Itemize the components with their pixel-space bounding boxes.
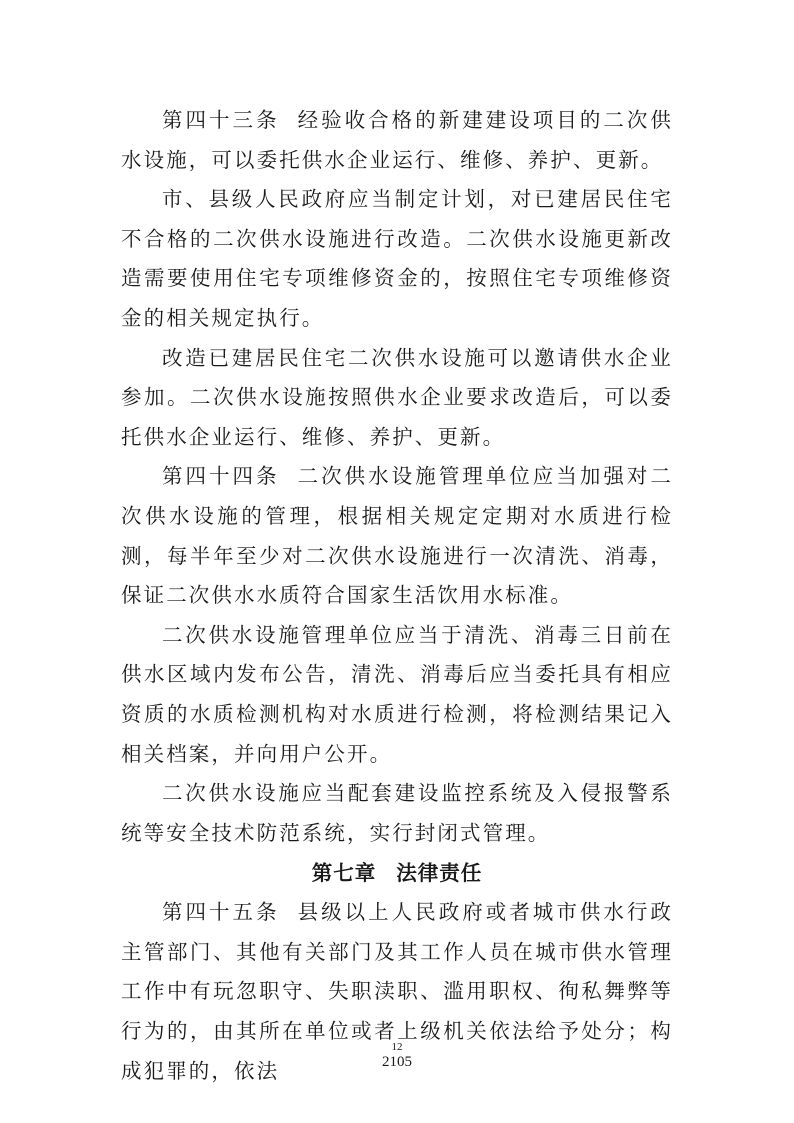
paragraph-text: 县级以上人民政府或者城市供水行政主管部门、其他有关部门及其工作人员在城市供水管理工作中有玩忽职守、失职渎职、滥用职权、徇私舞弊等行为的，由其所在单位或者上级机关依法给予处分；构成犯罪的，依法 xyxy=(121,900,674,1083)
article-44-paragraph-2 xyxy=(121,616,673,774)
article-number: 第四十五条 xyxy=(162,900,280,925)
serial-page-number: 2105 xyxy=(382,1054,412,1070)
article-43-paragraph xyxy=(121,101,673,180)
article-44-paragraph xyxy=(121,457,673,615)
article-44-paragraph-3 xyxy=(121,774,673,853)
article-43-paragraph-3 xyxy=(121,339,673,458)
document-body xyxy=(121,101,673,1091)
paragraph-text: 二次供水设施管理单位应当加强对二次供水设施的管理，根据相关规定定期对水质进行检测，每半年至少对二次供水设施进行一次清洗、消毒，保证二次供水水质符合国家生活饮用水标准。 xyxy=(121,464,674,608)
paragraph-text: 二次供水设施管理单位应当于清洗、消毒三日前在供水区域内发布公告，清洗、消毒后应当委托具有相应资质的水质检测机构对水质进行检测，将检测结果记入相关档案，并向用户公开。 xyxy=(121,622,673,766)
article-number: 第四十三条 xyxy=(162,108,280,132)
page-number: 12 xyxy=(391,1041,403,1053)
chapter-number: 第七章 xyxy=(311,861,377,886)
paragraph-text: 经验收合格的新建建设项目的二次供水设施，可以委托供水企业运行、维修、养护、更新。 xyxy=(121,108,674,172)
chapter-heading xyxy=(121,853,673,893)
paragraph-text: 二次供水设施应当配套建设监控系统及入侵报警系统等安全技术防范系统，实行封闭式管理。 xyxy=(121,781,673,845)
paragraph-text: 改造已建居民住宅二次供水设施可以邀请供水企业参加。二次供水设施按照供水企业要求改造后，可以委托供水企业运行、维修、养护、更新。 xyxy=(121,345,673,449)
paragraph-text: 市、县级人民政府应当制定计划，对已建居民住宅不合格的二次供水设施进行改造。二次供水设施更新改造需要使用住宅专项维修资金的，按照住宅专项维修资金的相关规定执行。 xyxy=(121,187,673,330)
article-number: 第四十四条 xyxy=(162,464,280,489)
chapter-title: 法律责任 xyxy=(396,861,483,886)
article-43-paragraph-2 xyxy=(121,180,673,338)
